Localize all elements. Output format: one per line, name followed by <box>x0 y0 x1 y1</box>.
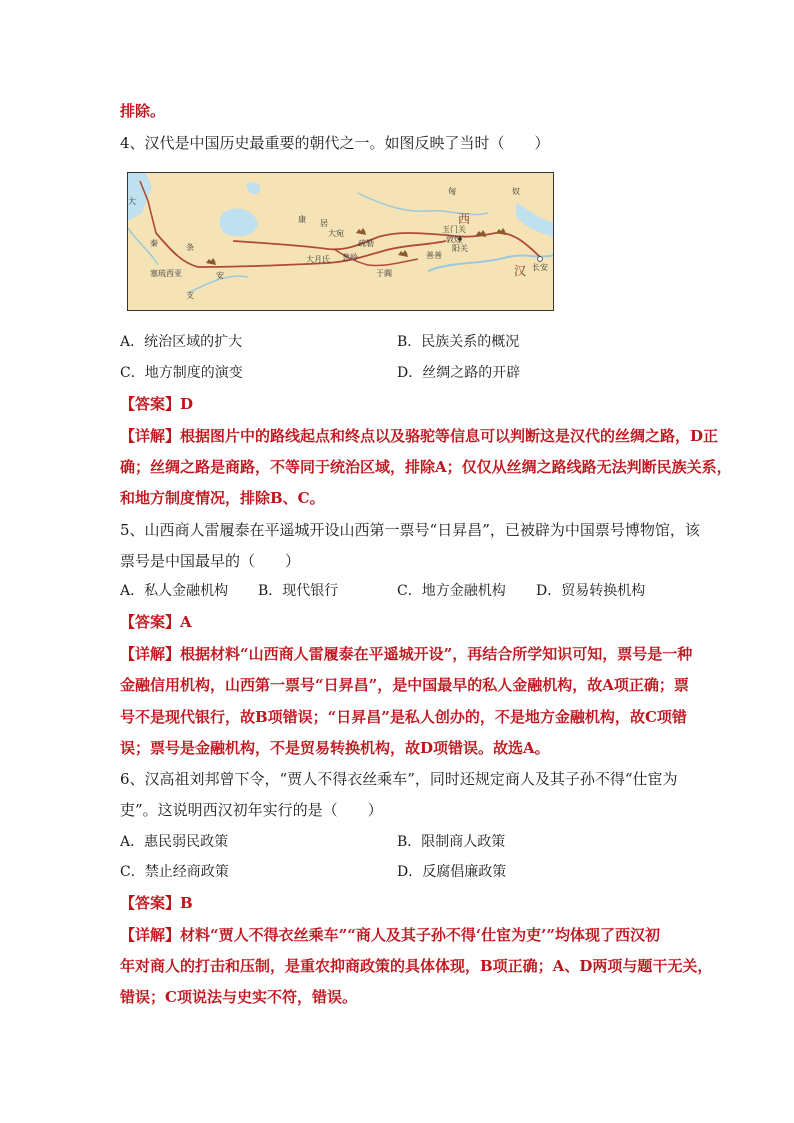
map-label-congling: 葱岭 <box>342 253 358 262</box>
map-label-han: 汉 <box>514 264 527 278</box>
map-label-dayuan: 大宛 <box>328 229 344 238</box>
silk-road-map <box>127 172 554 311</box>
q5-detail-line-4: 误；票号是金融机构，不是贸易转换机构，故D项错误。故选A。 <box>120 739 550 757</box>
q5-option-d: D．贸易转换机构 <box>536 583 646 599</box>
q4-option-d: D．丝绸之路的开辟 <box>397 365 521 381</box>
q6-detail-line-3: 错误；C项说法与史实不符，错误。 <box>120 988 357 1006</box>
q6-option-b: B．限制商人政策 <box>397 834 506 850</box>
q6-stem-line-1: 6、汉高祖刘邦曾下令，“贾人不得衣丝乘车”，同时还规定商人及其子孙不得“仕宦为 <box>120 770 678 788</box>
q4-detail-line-3: 和地方制度情况，排除B、C。 <box>120 489 325 507</box>
map-label-shanshan: 善善 <box>426 251 442 260</box>
q4-option-b: B．民族关系的概况 <box>397 334 520 350</box>
q5-detail-line-2: 金融信用机构，山西第一票号“日昇昌”，是中国最早的私人金融机构，故A项正确；票 <box>120 676 689 694</box>
q4-stem: 4、汉代是中国历史最重要的朝代之一。如图反映了当时（ ） <box>120 134 550 152</box>
q3-detail-tail: 排除。 <box>120 102 166 120</box>
q5-option-c: C．地方金融机构 <box>397 583 506 599</box>
q5-option-a: A．私人金融机构 <box>120 583 229 599</box>
map-label-an: 安 <box>216 271 224 280</box>
q5-stem-line-1: 5、山西商人雷履泰在平遥城开设山西第一票号“日昇昌”，已被辟为中国票号博物馆，该 <box>120 521 700 539</box>
map-label-shule: 疏勒 <box>358 239 374 248</box>
map-label-seleucia: 塞琉西亚 <box>150 269 182 278</box>
map-label-changan: 长安 <box>532 263 548 272</box>
map-label-xiongnu-2: 奴 <box>512 187 520 196</box>
q6-detail-line-2: 年对商人的打击和压制，是重农抑商政策的具体体现，B项正确；A、D两项与题干无关， <box>120 957 713 975</box>
q6-option-d: D．反腐倡廉政策 <box>397 864 507 880</box>
q4-option-a: A．统治区域的扩大 <box>120 334 243 350</box>
map-label-xi: 西 <box>458 212 471 226</box>
q4-option-c: C．地方制度的演变 <box>120 365 243 381</box>
map-label-zhi: 支 <box>186 291 194 300</box>
map-label-qin: 秦 <box>150 239 158 248</box>
map-label-yangguan: 阳关 <box>452 244 468 253</box>
q4-answer: 【答案】D <box>120 395 194 413</box>
map-label-yutian: 于阗 <box>376 269 392 278</box>
map-label-yumenguan: 玉门关 <box>442 225 466 234</box>
q5-detail-line-3: 号不是现代银行，故B项错误；“日昇昌”是私人创办的，不是地方金融机构，故C项错 <box>120 708 687 726</box>
map-label-da: 大 <box>128 197 136 206</box>
q4-detail-line-1: 【详解】根据图片中的路线起点和终点以及骆驼等信息可以判断这是汉代的丝绸之路，D正 <box>120 427 719 445</box>
q6-answer: 【答案】B <box>120 894 193 912</box>
map-label-dayuezhi: 大月氏 <box>306 255 330 264</box>
map-label-xiongnu-1: 匈 <box>448 187 456 196</box>
map-label-kangju-1: 康 <box>298 215 306 224</box>
q6-option-c: C．禁止经商政策 <box>120 864 229 880</box>
map-label-dunhuang: 敦煌 <box>446 235 462 244</box>
q5-option-b: B．现代银行 <box>258 583 339 599</box>
q6-detail-line-1: 【详解】材料“贾人不得衣丝乘车”“商人及其子孙不得‘仕宦为吏’”均体现了西汉初 <box>120 926 660 944</box>
q5-answer: 【答案】A <box>120 613 192 631</box>
q5-detail-line-1: 【详解】根据材料“山西商人雷履泰在平遥城开设”，再结合所学知识可知，票号是一种 <box>120 645 693 663</box>
q6-option-a: A．惠民弱民政策 <box>120 834 229 850</box>
map-label-kangju-2: 居 <box>320 219 328 228</box>
q6-stem-line-2: 吏”。这说明西汉初年实行的是（ ） <box>120 801 383 819</box>
q4-detail-line-2: 确；丝绸之路是商路，不等同于统治区域，排除A；仅仅从丝绸之路线路无法判断民族关系， <box>120 458 732 476</box>
map-label-tiao: 条 <box>186 243 194 252</box>
q5-stem-line-2: 票号是中国最早的（ ） <box>120 552 301 570</box>
